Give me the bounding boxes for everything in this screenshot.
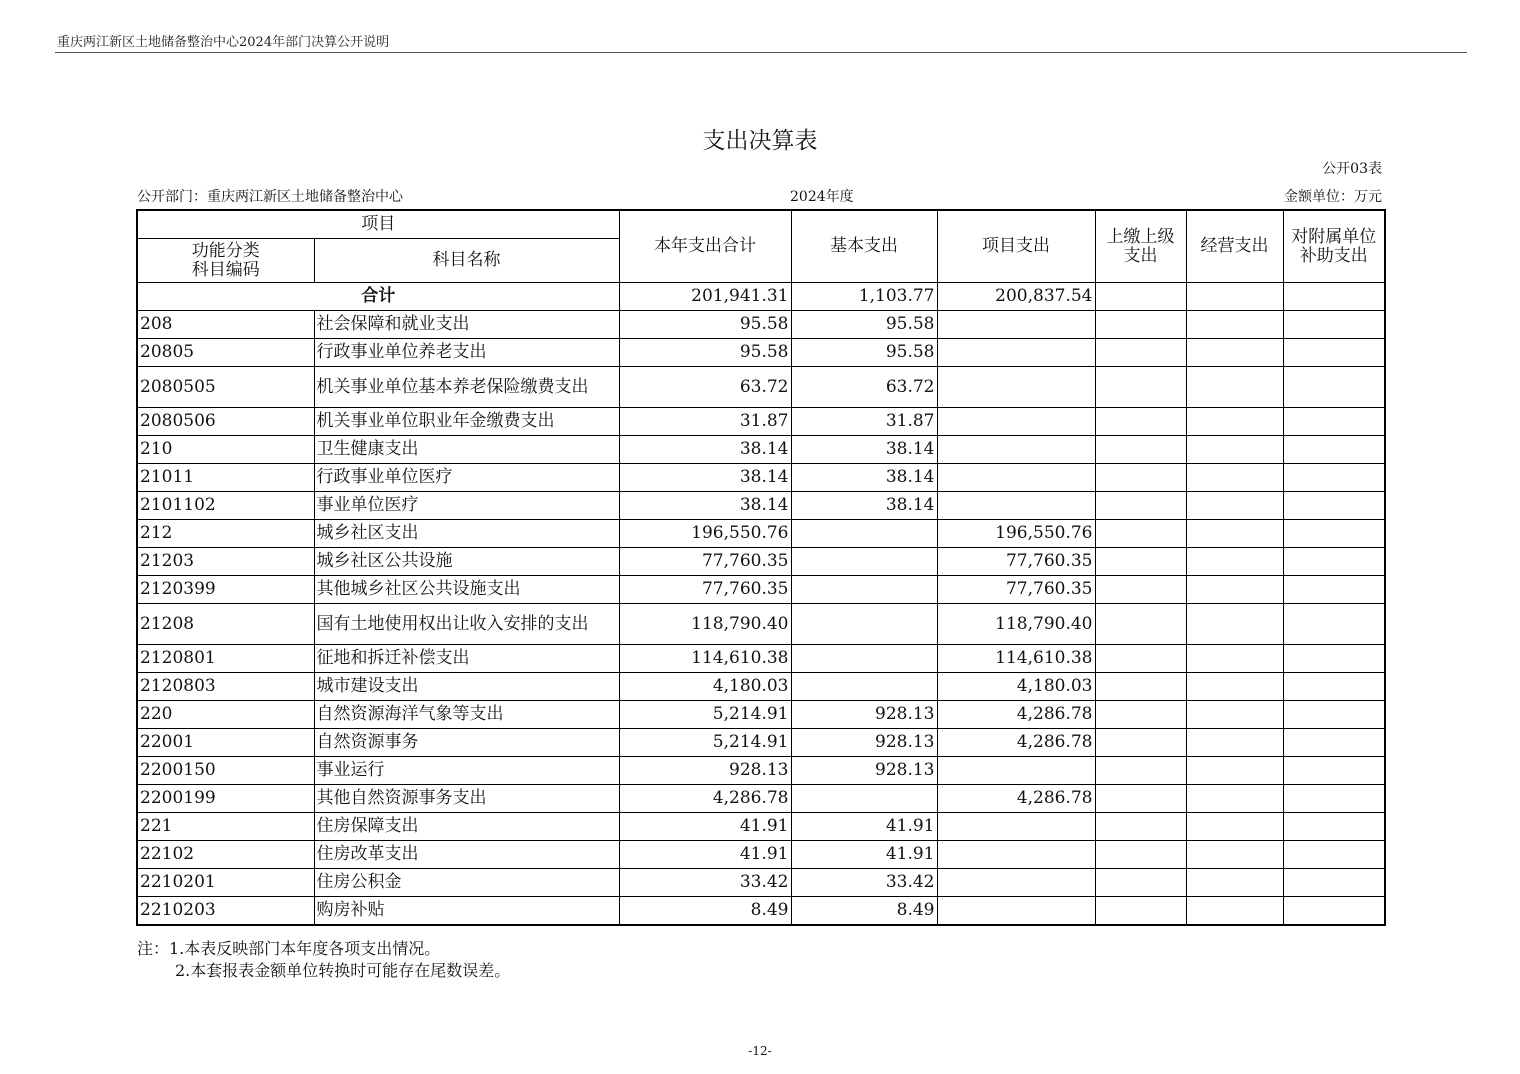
project-cell: 114,610.38 [937, 645, 1095, 673]
project-cell: 77,760.35 [937, 576, 1095, 604]
subsidy-cell [1283, 436, 1385, 464]
name-cell: 行政事业单位养老支出 [314, 339, 619, 367]
upper-cell [1095, 645, 1186, 673]
upper-cell [1095, 311, 1186, 339]
header-subsidy: 对附属单位 补助支出 [1283, 210, 1385, 283]
business-cell [1186, 492, 1283, 520]
project-cell [937, 367, 1095, 408]
project-cell [937, 841, 1095, 869]
subsidy-cell [1283, 701, 1385, 729]
total-cell: 77,760.35 [619, 576, 791, 604]
upper-cell [1095, 604, 1186, 645]
code-cell: 21208 [137, 604, 314, 645]
project-cell [937, 897, 1095, 926]
table-row [137, 841, 1385, 869]
subsidy-cell [1283, 339, 1385, 367]
business-cell [1186, 408, 1283, 436]
basic-cell: 928.13 [791, 701, 937, 729]
name-cell: 购房补贴 [314, 897, 619, 926]
subsidy-cell [1283, 464, 1385, 492]
name-cell: 事业运行 [314, 757, 619, 785]
total-cell: 95.58 [619, 311, 791, 339]
business-cell [1186, 757, 1283, 785]
basic-cell: 38.14 [791, 464, 937, 492]
upper-cell [1095, 436, 1186, 464]
subsidy-cell [1283, 729, 1385, 757]
project-cell: 4,286.78 [937, 785, 1095, 813]
header-rule [55, 52, 1467, 53]
basic-cell: 41.91 [791, 841, 937, 869]
subsidy-cell [1283, 576, 1385, 604]
form-number: 公开03表 [1322, 161, 1382, 177]
business-cell [1186, 673, 1283, 701]
basic-cell [791, 785, 937, 813]
basic-cell: 95.58 [791, 311, 937, 339]
code-cell: 220 [137, 701, 314, 729]
table-row [137, 701, 1385, 729]
name-cell: 城乡社区支出 [314, 520, 619, 548]
page-title: 支出决算表 [702, 128, 818, 154]
code-cell: 20805 [137, 339, 314, 367]
business-cell [1186, 339, 1283, 367]
name-cell: 卫生健康支出 [314, 436, 619, 464]
total-cell: 31.87 [619, 408, 791, 436]
name-cell: 行政事业单位医疗 [314, 464, 619, 492]
business-cell [1186, 464, 1283, 492]
header-code: 功能分类 科目编码 [137, 239, 314, 283]
subsidy-cell [1283, 367, 1385, 408]
upper-cell [1095, 841, 1186, 869]
table-row [137, 757, 1385, 785]
basic-cell [791, 604, 937, 645]
name-cell: 机关事业单位基本养老保险缴费支出 [314, 367, 619, 408]
header-item: 项目 [137, 210, 619, 239]
fiscal-year-label: 2024年度 [790, 189, 854, 205]
code-cell: 2120801 [137, 645, 314, 673]
name-cell: 征地和拆迁补偿支出 [314, 645, 619, 673]
code-cell: 22001 [137, 729, 314, 757]
subsidy-cell [1283, 604, 1385, 645]
basic-cell: 928.13 [791, 757, 937, 785]
total-cell: 196,550.76 [619, 520, 791, 548]
subsidy-cell [1283, 520, 1385, 548]
header-basic: 基本支出 [791, 210, 937, 283]
table-row [137, 548, 1385, 576]
total-cell: 4,180.03 [619, 673, 791, 701]
total-cell: 33.42 [619, 869, 791, 897]
upper-cell [1095, 367, 1186, 408]
basic-cell: 928.13 [791, 729, 937, 757]
table-row [137, 785, 1385, 813]
project-cell [937, 436, 1095, 464]
note-1: 注：1.本表反映部门本年度各项支出情况。 [137, 939, 441, 958]
table-row [137, 339, 1385, 367]
code-cell: 210 [137, 436, 314, 464]
total-row [137, 283, 1385, 311]
subsidy-cell [1283, 311, 1385, 339]
project-cell: 4,286.78 [937, 701, 1095, 729]
business-cell [1186, 520, 1283, 548]
upper-cell [1095, 673, 1186, 701]
table-row [137, 729, 1385, 757]
name-cell: 其他城乡社区公共设施支出 [314, 576, 619, 604]
business-cell [1186, 841, 1283, 869]
name-cell: 其他自然资源事务支出 [314, 785, 619, 813]
project-cell [937, 757, 1095, 785]
upper-cell [1095, 897, 1186, 926]
project-cell [937, 339, 1095, 367]
basic-cell: 38.14 [791, 436, 937, 464]
total-cell: 95.58 [619, 339, 791, 367]
total-cell: 38.14 [619, 436, 791, 464]
total-upper-cell [1095, 283, 1186, 311]
business-cell [1186, 548, 1283, 576]
total-cell: 928.13 [619, 757, 791, 785]
basic-cell: 95.58 [791, 339, 937, 367]
code-cell: 2210203 [137, 897, 314, 926]
total-subsidy-cell [1283, 283, 1385, 311]
basic-cell: 38.14 [791, 492, 937, 520]
page-number: -12- [748, 1044, 772, 1058]
upper-cell [1095, 813, 1186, 841]
total-cell: 38.14 [619, 492, 791, 520]
table-row [137, 869, 1385, 897]
header-business: 经营支出 [1186, 210, 1283, 283]
total-cell: 118,790.40 [619, 604, 791, 645]
business-cell [1186, 729, 1283, 757]
project-cell [937, 813, 1095, 841]
project-cell: 4,180.03 [937, 673, 1095, 701]
name-cell: 自然资源事务 [314, 729, 619, 757]
project-cell [937, 408, 1095, 436]
upper-cell [1095, 785, 1186, 813]
upper-cell [1095, 869, 1186, 897]
upper-cell [1095, 729, 1186, 757]
total-business-cell [1186, 283, 1283, 311]
project-cell [937, 464, 1095, 492]
business-cell [1186, 311, 1283, 339]
business-cell [1186, 367, 1283, 408]
project-cell [937, 492, 1095, 520]
name-cell: 事业单位医疗 [314, 492, 619, 520]
table-row [137, 464, 1385, 492]
total-cell: 38.14 [619, 464, 791, 492]
basic-cell: 33.42 [791, 869, 937, 897]
subsidy-cell [1283, 813, 1385, 841]
business-cell [1186, 604, 1283, 645]
project-cell: 196,550.76 [937, 520, 1095, 548]
table-row [137, 645, 1385, 673]
subsidy-cell [1283, 757, 1385, 785]
code-cell: 2120803 [137, 673, 314, 701]
total-project-cell: 200,837.54 [937, 283, 1095, 311]
basic-cell: 8.49 [791, 897, 937, 926]
code-cell: 2101102 [137, 492, 314, 520]
name-cell: 住房公积金 [314, 869, 619, 897]
total-cell: 5,214.91 [619, 701, 791, 729]
running-header: 重庆两江新区土地储备整治中心2024年部门决算公开说明 [57, 35, 390, 50]
business-cell [1186, 869, 1283, 897]
upper-cell [1095, 339, 1186, 367]
business-cell [1186, 785, 1283, 813]
basic-cell: 63.72 [791, 367, 937, 408]
basic-cell [791, 576, 937, 604]
basic-cell: 41.91 [791, 813, 937, 841]
subsidy-cell [1283, 841, 1385, 869]
code-cell: 221 [137, 813, 314, 841]
name-cell: 城乡社区公共设施 [314, 548, 619, 576]
project-cell: 77,760.35 [937, 548, 1095, 576]
project-cell [937, 869, 1095, 897]
code-cell: 2210201 [137, 869, 314, 897]
notes [137, 938, 510, 982]
header-total: 本年支出合计 [619, 210, 791, 283]
project-cell: 4,286.78 [937, 729, 1095, 757]
table-row [137, 408, 1385, 436]
name-cell: 城市建设支出 [314, 673, 619, 701]
total-cell: 114,610.38 [619, 645, 791, 673]
code-cell: 21203 [137, 548, 314, 576]
business-cell [1186, 701, 1283, 729]
header-name: 科目名称 [314, 239, 619, 283]
code-cell: 2200150 [137, 757, 314, 785]
upper-cell [1095, 548, 1186, 576]
business-cell [1186, 436, 1283, 464]
code-cell: 21011 [137, 464, 314, 492]
basic-cell: 31.87 [791, 408, 937, 436]
basic-cell [791, 645, 937, 673]
business-cell [1186, 813, 1283, 841]
code-cell: 2200199 [137, 785, 314, 813]
header-upper: 上缴上级 支出 [1095, 210, 1186, 283]
table-row [137, 520, 1385, 548]
total-cell: 41.91 [619, 813, 791, 841]
project-cell [937, 311, 1095, 339]
business-cell [1186, 576, 1283, 604]
code-cell: 22102 [137, 841, 314, 869]
business-cell [1186, 645, 1283, 673]
table-row [137, 604, 1385, 645]
upper-cell [1095, 757, 1186, 785]
code-cell: 208 [137, 311, 314, 339]
total-cell: 77,760.35 [619, 548, 791, 576]
code-cell: 2120399 [137, 576, 314, 604]
table-row [137, 576, 1385, 604]
upper-cell [1095, 701, 1186, 729]
project-cell: 118,790.40 [937, 604, 1095, 645]
table-row [137, 492, 1385, 520]
expenditure-table [136, 209, 1386, 926]
subsidy-cell [1283, 408, 1385, 436]
total-cell: 41.91 [619, 841, 791, 869]
upper-cell [1095, 464, 1186, 492]
subsidy-cell [1283, 897, 1385, 926]
table-row [137, 367, 1385, 408]
total-cell: 201,941.31 [619, 283, 791, 311]
table-row [137, 813, 1385, 841]
total-cell: 4,286.78 [619, 785, 791, 813]
name-cell: 社会保障和就业支出 [314, 311, 619, 339]
upper-cell [1095, 492, 1186, 520]
table-row [137, 311, 1385, 339]
subsidy-cell [1283, 673, 1385, 701]
subsidy-cell [1283, 645, 1385, 673]
table-row [137, 673, 1385, 701]
code-cell: 212 [137, 520, 314, 548]
name-cell: 住房保障支出 [314, 813, 619, 841]
name-cell: 住房改革支出 [314, 841, 619, 869]
code-cell: 2080506 [137, 408, 314, 436]
header-project: 项目支出 [937, 210, 1095, 283]
name-cell: 自然资源海洋气象等支出 [314, 701, 619, 729]
subsidy-cell [1283, 492, 1385, 520]
name-cell: 国有土地使用权出让收入安排的支出 [314, 604, 619, 645]
upper-cell [1095, 408, 1186, 436]
basic-cell [791, 548, 937, 576]
total-cell: 8.49 [619, 897, 791, 926]
table-row [137, 436, 1385, 464]
total-label: 合计 [137, 283, 619, 311]
total-cell: 63.72 [619, 367, 791, 408]
total-cell: 5,214.91 [619, 729, 791, 757]
basic-cell [791, 673, 937, 701]
note-2: 2.本套报表金额单位转换时可能存在尾数误差。 [175, 961, 511, 980]
amount-unit-label: 金额单位：万元 [1284, 189, 1382, 205]
basic-cell [791, 520, 937, 548]
code-cell: 2080505 [137, 367, 314, 408]
total-basic-cell: 1,103.77 [791, 283, 937, 311]
name-cell: 机关事业单位职业年金缴费支出 [314, 408, 619, 436]
upper-cell [1095, 520, 1186, 548]
subsidy-cell [1283, 869, 1385, 897]
department-label: 公开部门：重庆两江新区土地储备整治中心 [137, 189, 403, 205]
subsidy-cell [1283, 785, 1385, 813]
subsidy-cell [1283, 548, 1385, 576]
table-row [137, 897, 1385, 926]
business-cell [1186, 897, 1283, 926]
upper-cell [1095, 576, 1186, 604]
